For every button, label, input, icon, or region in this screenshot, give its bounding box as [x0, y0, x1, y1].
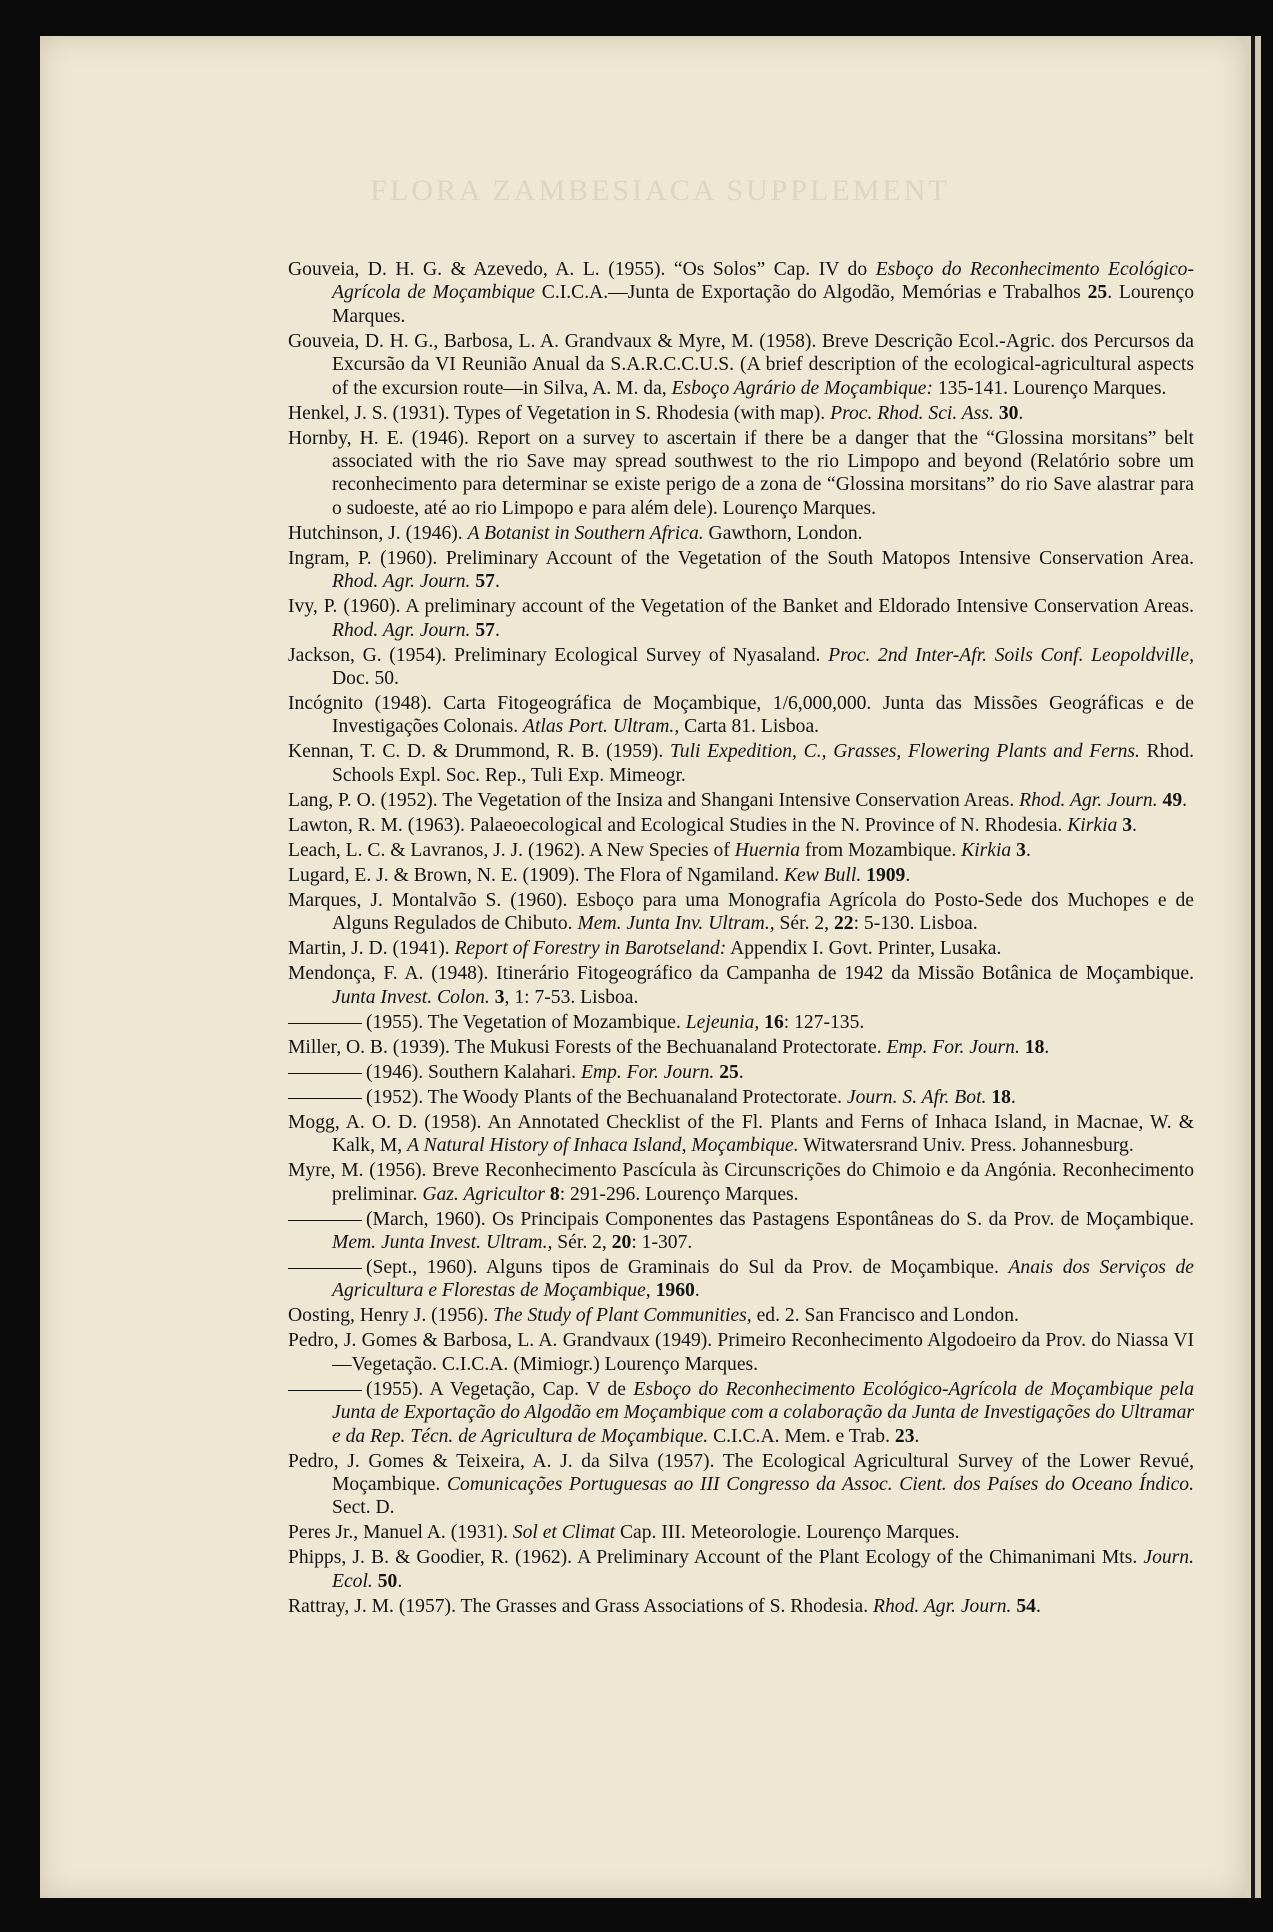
reference-text: Jackson, G. (1954). Preliminary Ecological Survey of Nyasaland. — [288, 644, 829, 666]
volume-number: 3 — [1122, 814, 1133, 836]
repeat-author-dash — [288, 1023, 362, 1024]
italic-title: The Study of Plant Communities, — [493, 1305, 752, 1327]
reference-text: Mendonça, F. A. (1948). Itinerário Fitogeográfico da Campanha de 1942 da Missão Botânica de Moçambique. — [288, 963, 1194, 985]
reference-text: Pedro, J. Gomes & Barbosa, L. A. Grandvaux (1949). Primeiro Reconhecimento Algodoeiro da Prov. do Niassa VI—Vegetação. C.I.C.A. (Mimiogr.) Lourenço Marques. — [288, 1330, 1194, 1375]
reference-text: Witwatersrand Univ. Press. Johannesburg. — [798, 1135, 1134, 1157]
reference-entry — [288, 1111, 1194, 1158]
italic-title: Junta Invest. Colon. — [332, 986, 490, 1008]
volume-number: 8 — [549, 1183, 560, 1205]
reference-text: Myre, M. (1956). Breve Reconhecimento Pascícula às Circunscrições do Chimoio e da Angónia. Reconhecimento preliminar. — [288, 1160, 1194, 1205]
reference-text: (1952). The Woody Plants of the Bechuanaland Protectorate. — [366, 1086, 847, 1108]
reference-entry — [288, 740, 1194, 787]
italic-title: Esboço Agrário de Moçambique: — [671, 377, 933, 399]
reference-text: Martin, J. D. (1941). — [288, 938, 455, 960]
reference-entry — [288, 962, 1194, 1009]
reference-text: Kennan, T. C. D. & Drummond, R. B. (1959). — [288, 741, 670, 763]
italic-title: Mem. Junta Invest. Ultram., — [332, 1231, 553, 1253]
reference-text: Mogg, A. O. D. (1958). An Annotated Checklist of the Fl. Plants and Ferns of Inhaca Island, in Macnae, W. & Kalk, M, — [288, 1111, 1194, 1157]
repeat-author-dash — [288, 1098, 362, 1099]
reference-text: Lawton, R. M. (1963). Palaeoecological and Ecological Studies in the N. Province of N. Rhodesia. — [288, 814, 1068, 836]
volume-number: 1909 — [866, 864, 906, 886]
italic-title: A Natural History of Inhaca Island, Moçambique. — [407, 1135, 799, 1157]
italic-title: Lejeunia, — [685, 1011, 760, 1033]
reference-text: . — [1035, 1595, 1041, 1617]
reference-text: Peres Jr., Manuel A. (1931). — [288, 1522, 513, 1544]
reference-entry — [288, 1086, 1194, 1109]
italic-title: Anais dos Serviços de Agricultura e Florestas de Moçambique, — [332, 1256, 1194, 1302]
italic-title: Comunicações Portuguesas ao III Congresso da Assoc. Cient. dos Países do Oceano Índico. — [446, 1473, 1194, 1495]
volume-number: 20 — [611, 1231, 632, 1253]
volume-number: 16 — [764, 1011, 784, 1033]
reference-text: C.I.C.A.—Junta de Exportação do Algodão, Memórias e Trabalhos — [534, 282, 1088, 304]
repeat-author-dash — [288, 1268, 362, 1269]
reference-text: Appendix I. Govt. Printer, Lusaka. — [726, 938, 1002, 960]
reference-text: ed. 2. San Francisco and London. — [751, 1305, 1019, 1327]
reference-entry — [288, 1450, 1194, 1520]
repeat-author-dash — [288, 1073, 362, 1074]
reference-text: Gouveia, D. H. G., Barbosa, L. A. Grandvaux & Myre, M. (1958). Breve Descrição Ecol.-Agric. dos Percursos da Excursão da VI Reunião Anual da S.A.R.C.C.U.S. (A brief description of the ecological-agricultural aspects of the excursion route—in Silva, A. M. da, — [288, 330, 1194, 399]
reference-entry — [288, 889, 1194, 936]
volume-number: 49 — [1162, 789, 1183, 811]
italic-title: Tuli Expedition, C., Grasses, Flowering Plants and Ferns. — [669, 741, 1140, 763]
reference-text: , 1: 7-53. Lisboa. — [504, 986, 639, 1008]
reference-text: Gouveia, D. H. G. & Azevedo, A. L. (1955). “Os Solos” Cap. IV do — [288, 259, 876, 280]
reference-entry — [288, 402, 1194, 425]
reference-list — [288, 258, 1194, 1620]
reference-text: . — [397, 1570, 403, 1592]
reference-entry — [288, 1521, 1194, 1544]
italic-title: Gaz. Agricultor — [422, 1183, 545, 1205]
reference-text: Oosting, Henry J. (1956). — [288, 1305, 494, 1327]
book-page — [40, 36, 1245, 1898]
reference-entry — [288, 1595, 1194, 1618]
repeat-author-dash — [288, 1220, 362, 1221]
volume-number: 18 — [991, 1086, 1011, 1108]
reference-text: from Mozambique. — [800, 839, 962, 861]
reference-text: . — [494, 571, 500, 593]
reference-text: . Lourenço Marques. — [332, 282, 1194, 327]
volume-number: 1960 — [655, 1280, 695, 1302]
reference-text: Gawthorn, London. — [703, 522, 863, 544]
italic-title: Emp. For. Journ. — [886, 1036, 1020, 1058]
reference-entry — [288, 1061, 1194, 1084]
reference-entry — [288, 839, 1194, 862]
volume-number: 23 — [894, 1425, 915, 1447]
reference-text: Miller, O. B. (1939). The Mukusi Forests of the Bechuanaland Protectorate. — [288, 1036, 887, 1058]
reference-entry — [288, 644, 1194, 691]
reference-text: . — [1018, 402, 1024, 424]
reference-text: (March, 1960). Os Principais Componentes das Pastagens Espontâneas do S. da Prov. de Moçambique. — [366, 1208, 1194, 1230]
italic-title: Esboço do Reconhecimento Ecológico-Agrícola de Moçambique pela Junta de Exportação do Algodão em Moçambique com a colaboração da Junta de Investigações do Ultramar e da Rep. Técn. de Agricultura de Moçambique. — [332, 1378, 1194, 1447]
reference-entry — [288, 427, 1194, 521]
italic-title: Sol et Climat — [512, 1522, 616, 1544]
reference-text: Rhod. Schools Expl. Soc. Rep., Tuli Exp. Mimeogr. — [332, 741, 1194, 786]
reference-text: Leach, L. C. & Lavranos, J. J. (1962). A New Species of — [288, 839, 735, 861]
reference-text: (Sept., 1960). Alguns tipos de Graminais do Sul da Prov. de Moçambique. — [366, 1256, 1009, 1278]
volume-number: 22 — [833, 913, 854, 935]
reference-text: Incógnito (1948). Carta Fitogeográfica de Moçambique, 1/6,000,000. Junta das Missões Geográficas e de Investigações Colonais. — [288, 693, 1194, 738]
reference-text: . — [738, 1061, 744, 1083]
italic-title: A Botanist in Southern Africa. — [467, 522, 704, 544]
italic-title: Rhod. Agr. Journ. — [873, 1595, 1012, 1617]
reference-text: . — [494, 619, 500, 641]
reference-text: Sect. D. — [332, 1497, 395, 1519]
italic-title: Rhod. Agr. Journ. — [1019, 789, 1158, 811]
reference-entry — [288, 814, 1194, 837]
reference-entry — [288, 1304, 1194, 1327]
reference-text: . — [914, 1425, 920, 1447]
reference-text: Sér. 2, — [774, 913, 834, 935]
reference-text: (1955). The Vegetation of Mozambique. — [366, 1011, 686, 1033]
volume-number: 30 — [998, 402, 1019, 424]
italic-title: Emp. For. Journ. — [580, 1061, 715, 1083]
reference-text: Ingram, P. (1960). Preliminary Account of the Vegetation of the South Matopos Intensive Conservation Area. — [288, 547, 1194, 569]
italic-title: Esboço do Reconhecimento Ecológico-Agrícola de Moçambique — [332, 259, 1195, 304]
reference-entry — [288, 258, 1194, 328]
reference-text: (1946). Southern Kalahari. — [366, 1061, 581, 1083]
reference-text: Marques, J. Montalvão S. (1960). Esboço para uma Monografia Agrícola do Posto-Sede dos Muchopes e de Alguns Regulados de Chibuto. — [288, 889, 1194, 935]
reference-text: . — [1132, 814, 1137, 836]
reference-entry — [288, 1011, 1194, 1034]
show-through-heading: FLORA ZAMBESIACA SUPPLEMENT — [370, 174, 950, 207]
reference-entry — [288, 595, 1194, 642]
reference-text: : 127-135. — [783, 1011, 865, 1033]
volume-number: 25 — [719, 1061, 739, 1083]
reference-entry — [288, 937, 1194, 960]
reference-text: Cap. III. Meteorologie. Lourenço Marques. — [615, 1522, 960, 1544]
volume-number: 50 — [377, 1570, 398, 1592]
reference-text: . — [694, 1280, 700, 1302]
volume-number: 25 — [1087, 282, 1108, 304]
italic-title: Rhod. Agr. Journ. — [332, 571, 471, 593]
reference-text: Sér. 2, — [552, 1231, 612, 1253]
reference-text: . — [1025, 839, 1031, 861]
reference-entry — [288, 1159, 1194, 1206]
reference-entry — [288, 1329, 1194, 1376]
volume-number: 54 — [1016, 1595, 1036, 1617]
italic-title: Kew Bull. — [783, 864, 862, 886]
reference-entry — [288, 789, 1194, 812]
reference-entry — [288, 522, 1194, 545]
italic-title: Proc. Rhod. Sci. Ass. — [830, 402, 994, 424]
volume-number: 3 — [494, 986, 505, 1008]
reference-entry — [288, 1208, 1194, 1255]
reference-entry — [288, 547, 1194, 594]
reference-entry — [288, 1378, 1194, 1448]
reference-text: Lugard, E. J. & Brown, N. E. (1909). The Flora of Ngamiland. — [288, 864, 784, 886]
reference-text: Hutchinson, J. (1946). — [288, 522, 468, 544]
reference-text: C.I.C.A. Mem. e Trab. — [708, 1425, 895, 1447]
reference-text: Phipps, J. B. & Goodier, R. (1962). A Preliminary Account of the Plant Ecology of the Chimanimani Mts. — [288, 1547, 1144, 1569]
italic-title: Atlas Port. Ultram., — [523, 716, 680, 738]
italic-title: Proc. 2nd Inter-Afr. Soils Conf. Leopoldville, — [828, 644, 1194, 666]
reference-text: : 1-307. — [631, 1231, 693, 1253]
volume-number: 57 — [475, 619, 495, 641]
reference-text: Doc. 50. — [332, 668, 399, 690]
italic-title: Report of Forestry in Barotseland: — [454, 938, 727, 960]
italic-title: Journ. Ecol. — [332, 1547, 1194, 1592]
italic-title: Journ. S. Afr. Bot. — [846, 1086, 987, 1108]
reference-text: Rattray, J. M. (1957). The Grasses and Grass Associations of S. Rhodesia. — [288, 1595, 874, 1617]
reference-text: Carta 81. Lisboa. — [679, 716, 820, 738]
reference-text: : 291-296. Lourenço Marques. — [559, 1183, 799, 1205]
reference-text: . — [1044, 1036, 1050, 1058]
volume-number: 18 — [1024, 1036, 1045, 1058]
reference-entry — [288, 1256, 1194, 1303]
volume-number: 3 — [1016, 839, 1026, 861]
reference-text: Lang, P. O. (1952). The Vegetation of the Insiza and Shangani Intensive Conservation Areas. — [288, 789, 1020, 811]
reference-text: . — [1010, 1086, 1016, 1108]
reference-entry — [288, 864, 1194, 887]
italic-title: Rhod. Agr. Journ. — [332, 619, 471, 641]
reference-text: . — [905, 864, 911, 886]
reference-text: (1955). A Vegetação, Cap. V de — [366, 1378, 634, 1400]
italic-title: Huernia — [734, 839, 801, 861]
reference-entry — [288, 330, 1194, 400]
italic-title: Kirkia — [961, 839, 1012, 861]
reference-text: : 5-130. Lisboa. — [853, 913, 978, 935]
reference-entry — [288, 1546, 1194, 1593]
reference-text: . — [1182, 789, 1188, 811]
reference-text: Henkel, J. S. (1931). Types of Vegetation in S. Rhodesia (with map). — [288, 402, 831, 424]
reference-entry — [288, 1036, 1194, 1059]
italic-title: Kirkia — [1067, 814, 1118, 836]
reference-text: Ivy, P. (1960). A preliminary account of the Vegetation of the Banket and Eldorado Intensive Conservation Areas. — [288, 596, 1194, 618]
reference-entry — [288, 692, 1194, 739]
italic-title: Mem. Junta Inv. Ultram., — [577, 913, 775, 935]
reference-text: Pedro, J. Gomes & Teixeira, A. J. da Silva (1957). The Ecological Agricultural Survey of the Lower Revué, Moçambique. — [288, 1450, 1194, 1495]
page-edge — [1245, 36, 1273, 1898]
reference-text: Hornby, H. E. (1946). Report on a survey to ascertain if there be a danger that the “Glossina morsitans” belt associated with the rio Save may spread southwest to the rio Limpopo and beyond (Relatório sobre um reconhecimento para determinar se existe perigo de a zona de “Glossina morsitans” do rio Save alastrar para o sudoeste, até ao rio Limpopo e para além dele). Lourenço Marques. — [288, 427, 1194, 519]
volume-number: 57 — [475, 571, 495, 593]
reference-text: 135-141. Lourenço Marques. — [932, 377, 1167, 399]
repeat-author-dash — [288, 1390, 362, 1391]
